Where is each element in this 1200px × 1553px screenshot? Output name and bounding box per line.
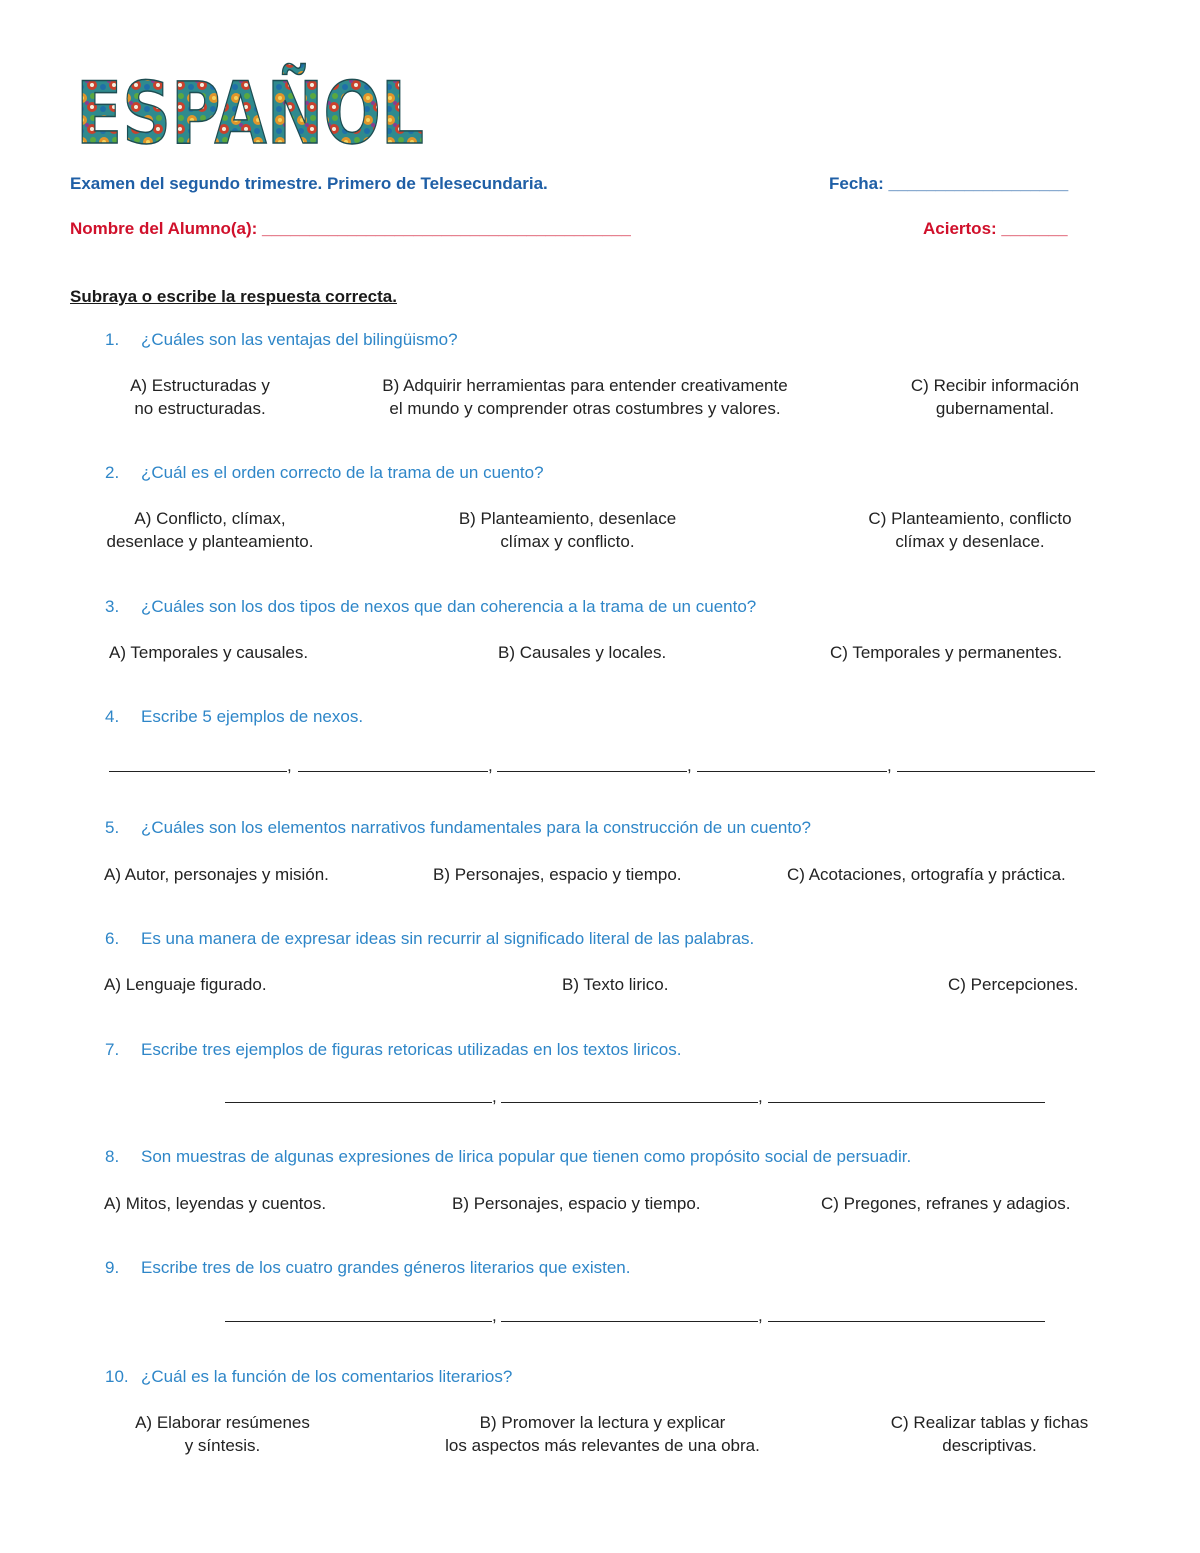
option-c[interactable]: C) Acotaciones, ortografía y práctica. (787, 865, 1066, 884)
comma: , (758, 1306, 763, 1325)
question-7 (105, 1040, 681, 1060)
answer-blank[interactable] (497, 771, 687, 772)
option-a[interactable]: A) Temporales y causales. (109, 643, 309, 662)
question-9 (105, 1258, 630, 1278)
question-text: ¿Cuáles son los dos tipos de nexos que dan coherencia a la trama de un cuento? (141, 597, 757, 616)
option-b[interactable]: B) Personajes, espacio y tiempo. (452, 1194, 701, 1213)
question-number: 5. (105, 818, 120, 837)
option-c[interactable]: C) Recibir información gubernamental. (910, 376, 1080, 418)
question-text: Son muestras de algunas expresiones de lirica popular que tienen como propósito social de persuadir. (141, 1147, 912, 1166)
answer-blank[interactable] (501, 1321, 758, 1322)
question-text: ¿Cuáles son los elementos narrativos fundamentales para la construcción de un cuento? (141, 818, 811, 837)
option-a[interactable]: A) Autor, personajes y misión. (104, 865, 329, 884)
question-text: Escribe tres de los cuatro grandes géneros literarios que existen. (141, 1258, 631, 1277)
comma: , (287, 756, 292, 775)
question-text: Es una manera de expresar ideas sin recurrir al significado literal de las palabras. (141, 929, 755, 948)
question-number: 6. (105, 929, 120, 948)
answer-blank[interactable] (897, 771, 1095, 772)
question-number: 10. (105, 1367, 129, 1386)
svg-text:ESPAÑOL: ESPAÑOL (76, 64, 519, 164)
question-text: Escribe tres ejemplos de figuras retoricas utilizadas en los textos liricos. (141, 1040, 682, 1059)
exam-title: Examen del segundo trimestre. Primero de Telesecundaria. (70, 174, 548, 193)
option-b[interactable]: B) Texto lirico. (562, 975, 669, 994)
comma: , (887, 756, 892, 775)
option-a[interactable]: A) Lenguaje figurado. (104, 975, 267, 994)
option-c[interactable]: C) Temporales y permanentes. (830, 643, 1063, 662)
comma: , (492, 1087, 497, 1106)
option-b[interactable]: B) Promover la lectura y explicar los aspectos más relevantes de una obra. (445, 1413, 760, 1455)
instruction: Subraya o escribe la respuesta correcta. (70, 287, 397, 306)
question-number: 3. (105, 597, 120, 616)
answer-blank[interactable] (501, 1102, 758, 1103)
answer-blank[interactable] (768, 1321, 1045, 1322)
question-number: 2. (105, 463, 120, 482)
answer-blank[interactable] (298, 771, 488, 772)
question-number: 4. (105, 707, 120, 726)
question-10 (105, 1367, 512, 1387)
question-number: 8. (105, 1147, 120, 1166)
answer-blank[interactable] (768, 1102, 1045, 1103)
question-text: ¿Cuáles son las ventajas del bilingüismo? (141, 330, 458, 349)
score-field[interactable]: Aciertos: _______ (923, 219, 1068, 238)
student-name-field[interactable]: Nombre del Alumno(a): _______________________________________ (70, 219, 631, 238)
option-a[interactable]: A) Conflicto, clímax, desenlace y planteamiento. (106, 509, 314, 551)
question-text: Escribe 5 ejemplos de nexos. (141, 707, 364, 726)
espanol-logo (76, 64, 519, 164)
comma: , (758, 1087, 763, 1106)
question-5 (105, 818, 811, 838)
comma: , (492, 1306, 497, 1325)
option-c[interactable]: C) Pregones, refranes y adagios. (821, 1194, 1071, 1213)
question-4 (105, 707, 363, 727)
option-c[interactable]: C) Percepciones. (948, 975, 1079, 994)
comma: , (488, 756, 493, 775)
question-3 (105, 597, 756, 617)
option-b[interactable]: B) Planteamiento, desenlace clímax y conflicto. (458, 509, 677, 551)
question-text: ¿Cuál es el orden correcto de la trama de un cuento? (141, 463, 544, 482)
option-a[interactable]: A) Elaborar resúmenes y síntesis. (135, 1413, 310, 1455)
comma: , (687, 756, 692, 775)
option-c[interactable]: C) Realizar tablas y fichas descriptivas. (890, 1413, 1089, 1455)
answer-blank[interactable] (109, 771, 287, 772)
date-field[interactable]: Fecha: ___________________ (829, 174, 1069, 193)
question-8 (105, 1147, 911, 1167)
question-6 (105, 929, 754, 949)
answer-blank[interactable] (697, 771, 887, 772)
option-b[interactable]: B) Adquirir herramientas para entender creativamente el mundo y comprender otras costumbres y valores. (382, 376, 788, 418)
question-2 (105, 463, 544, 483)
question-number: 9. (105, 1258, 120, 1277)
option-c[interactable]: C) Planteamiento, conflicto clímax y desenlace. (868, 509, 1072, 551)
question-number: 1. (105, 330, 120, 349)
answer-blank[interactable] (225, 1321, 492, 1322)
question-number: 7. (105, 1040, 120, 1059)
option-a[interactable]: A) Mitos, leyendas y cuentos. (104, 1194, 327, 1213)
option-a[interactable]: A) Estructuradas y no estructuradas. (130, 376, 270, 418)
question-text: ¿Cuál es la función de los comentarios literarios? (141, 1367, 513, 1386)
option-b[interactable]: B) Personajes, espacio y tiempo. (433, 865, 682, 884)
option-b[interactable]: B) Causales y locales. (498, 643, 667, 662)
answer-blank[interactable] (225, 1102, 492, 1103)
question-1 (105, 330, 458, 350)
